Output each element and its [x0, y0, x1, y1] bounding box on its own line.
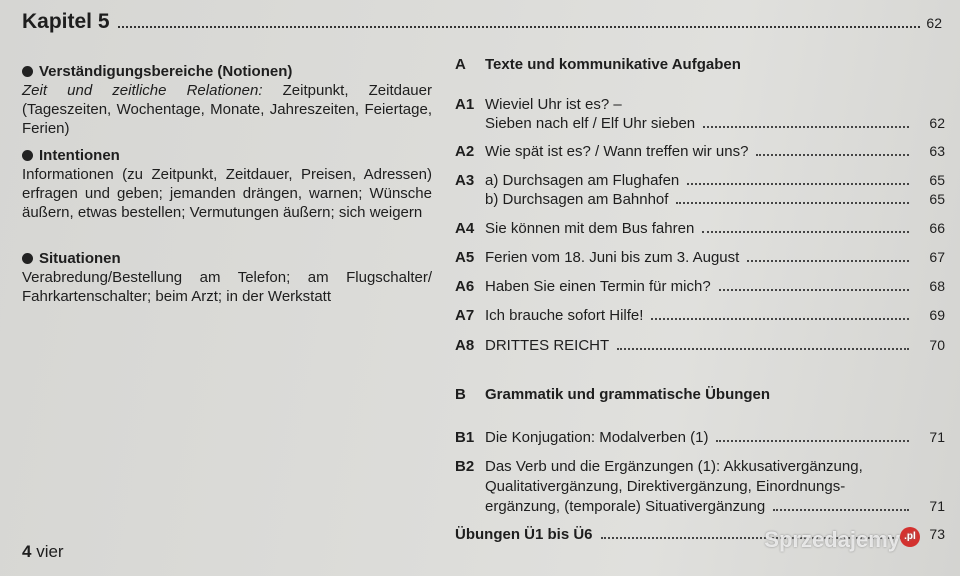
section-heading: Verständigungsbereiche (Notionen)	[39, 63, 293, 80]
code: A8	[455, 337, 475, 354]
dot-leader	[703, 126, 909, 128]
page-number: 4	[22, 542, 32, 561]
dot-leader	[687, 183, 909, 185]
entry-b2-cont	[455, 477, 945, 497]
page-number: 70	[929, 337, 945, 353]
entry-text: Sieben nach elf / Elf Uhr sieben	[485, 115, 696, 132]
code: A7	[455, 307, 475, 324]
page-number: 63	[929, 143, 945, 159]
section-a-heading	[455, 55, 945, 75]
entry-b1	[455, 428, 945, 448]
entry-a5	[455, 248, 945, 268]
heading: Texte und kommunikative Aufgaben	[485, 56, 741, 73]
page-number: 71	[929, 498, 945, 514]
section-heading: Intentionen	[39, 147, 120, 164]
page-footer	[22, 542, 64, 562]
bullet-icon	[22, 150, 33, 161]
section-heading: Situationen	[39, 250, 121, 267]
entry-text: Ferien vom 18. Juni bis zum 3. August	[485, 249, 740, 266]
code: A3	[455, 172, 475, 189]
page-number: 67	[929, 249, 945, 265]
page-number: 65	[929, 191, 945, 207]
dot-leader	[716, 440, 909, 442]
entry-a6	[455, 277, 945, 297]
heading: Grammatik und grammatische Übungen	[485, 386, 771, 403]
watermark-text: Sprzedajemy	[764, 527, 900, 552]
dot-leader	[747, 260, 909, 262]
section-b-heading	[455, 385, 945, 405]
section-notionen	[22, 62, 432, 138]
code: B	[455, 386, 466, 403]
entry-text: Sie können mit dem Bus fahren	[485, 220, 695, 237]
section-text: Informationen (zu Zeitpunkt, Zeitdauer, Preisen, Adressen) erfragen und geben; jemanden drängen, warnen; Wünsche äußern, etwas bestellen; Vermutungen äußern; sich weigern	[22, 166, 432, 221]
dot-leader	[702, 231, 909, 233]
bullet-icon	[22, 66, 33, 77]
page-number: 66	[929, 220, 945, 236]
watermark-badge: .pl	[900, 527, 920, 547]
code: A	[455, 56, 466, 73]
entry-text: Wieviel Uhr ist es? –	[485, 96, 622, 113]
watermark-logo	[764, 527, 920, 553]
chapter-page: 62	[926, 15, 942, 31]
page-word: vier	[36, 542, 64, 561]
entry-b2	[455, 457, 945, 477]
page-number: 73	[929, 526, 945, 542]
code: B1	[455, 429, 475, 446]
code: B2	[455, 458, 475, 475]
entry-a2	[455, 142, 945, 162]
entry-text: Haben Sie einen Termin für mich?	[485, 278, 711, 295]
page-number: 62	[929, 115, 945, 131]
entry-text: b) Durchsagen am Bahnhof	[485, 191, 669, 208]
page-number: 71	[929, 429, 945, 445]
dot-leader	[617, 348, 909, 350]
dot-leader	[773, 509, 909, 511]
entry-text: Wie spät ist es? / Wann treffen wir uns?	[485, 143, 749, 160]
code: A2	[455, 143, 475, 160]
entry-a1-cont	[455, 114, 945, 134]
chapter-title: Kapitel 5	[22, 10, 110, 33]
entry-a7	[455, 306, 945, 326]
entry-a8	[455, 336, 945, 356]
section-intentionen	[22, 146, 432, 222]
entry-text: Qualitativergänzung, Direktivergänzung, Einordnungs-	[485, 478, 846, 495]
entry-text: Die Konjugation: Modalverben (1)	[485, 429, 709, 446]
dot-leader	[719, 289, 909, 291]
entry-b2-cont2	[455, 497, 945, 517]
entry-text: ergänzung, (temporale) Situativergänzung	[485, 498, 766, 515]
section-text	[22, 81, 432, 138]
code: A4	[455, 220, 475, 237]
dot-leader	[756, 154, 909, 156]
entry-text: a) Durchsagen am Flughafen	[485, 172, 680, 189]
page-number: 65	[929, 172, 945, 188]
section-situationen	[22, 249, 432, 306]
bullet-icon	[22, 253, 33, 264]
section-body: Zeitpunkt, Zeitdauer (Tageszeiten, Wochentage, Monate, Jahreszeiten, Feiertage, Ferien)	[22, 82, 432, 137]
code: A1	[455, 96, 475, 113]
entry-a1	[455, 95, 945, 115]
italic-lead: Zeit und zeitliche Relationen:	[22, 82, 263, 99]
entry-a4	[455, 219, 945, 239]
entry-text: DRITTES REICHT	[485, 337, 610, 354]
chapter-heading	[22, 10, 942, 34]
dot-leader	[118, 26, 921, 28]
code: A5	[455, 249, 475, 266]
entry-text: Ich brauche sofort Hilfe!	[485, 307, 644, 324]
dot-leader	[676, 202, 909, 204]
page-number: 69	[929, 307, 945, 323]
code: A6	[455, 278, 475, 295]
entry-a3a	[455, 171, 945, 191]
page-number: 68	[929, 278, 945, 294]
dot-leader	[651, 318, 909, 320]
entry-text: Das Verb und die Ergänzungen (1): Akkusativergänzung,	[485, 458, 863, 475]
entry-text: Übungen Ü1 bis Ü6	[455, 526, 593, 543]
section-text: Verabredung/Bestellung am Telefon; am Flugschalter/ Fahrkartenschalter; beim Arzt; in der Werkstatt	[22, 269, 432, 305]
entry-a3b	[455, 190, 945, 210]
